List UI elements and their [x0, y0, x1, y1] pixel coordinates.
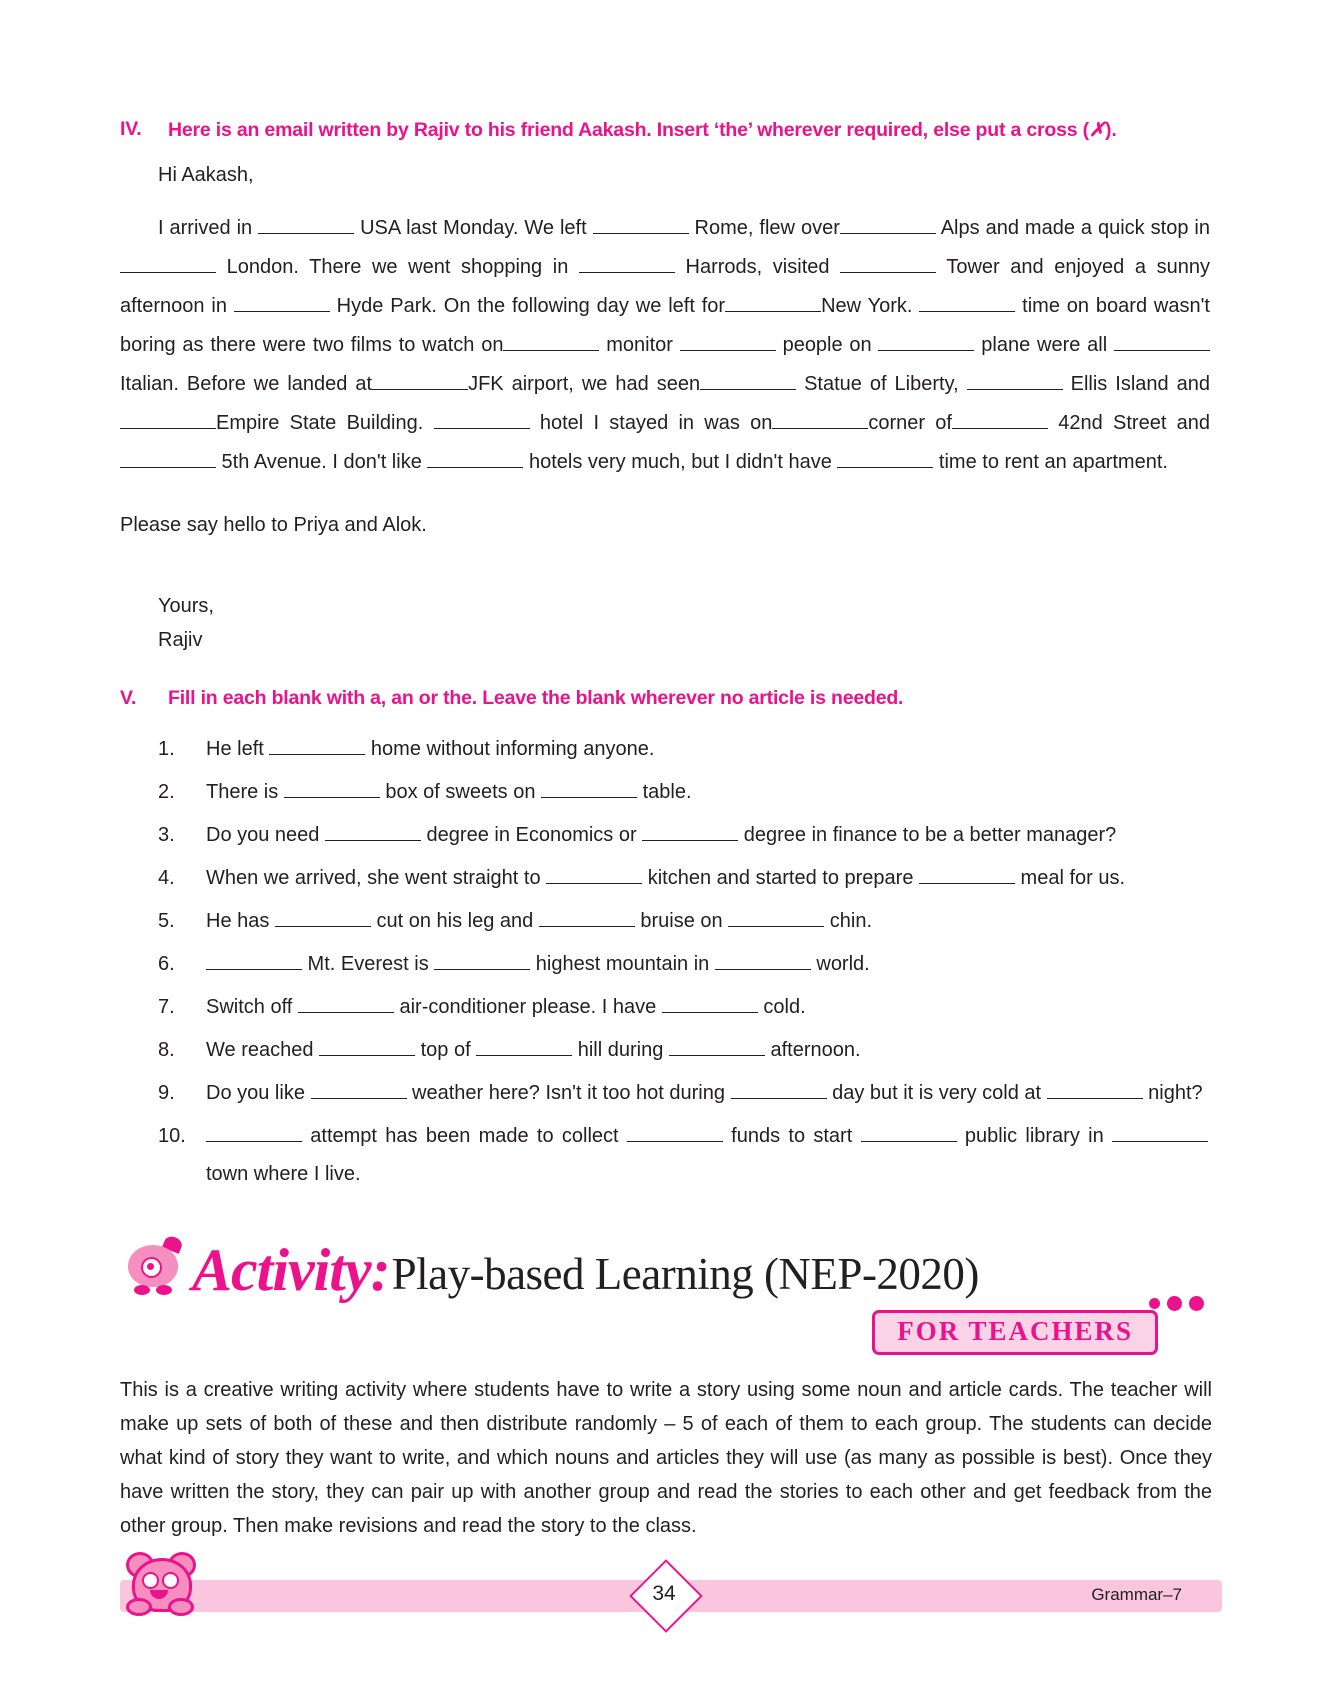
question-number: 4.	[158, 867, 175, 889]
exercise-4-heading	[120, 118, 1212, 142]
blank-field[interactable]	[837, 451, 933, 468]
activity-banner	[120, 1235, 1212, 1347]
email-seg: Harrods, visited	[674, 256, 841, 278]
exercise-5-instruction: Fill in each blank with a, an or the. Leave the blank wherever no article is needed.	[168, 687, 904, 709]
q-seg: highest mountain in	[530, 953, 715, 975]
blank-field[interactable]	[579, 256, 675, 273]
q-seg: attempt has been made to collect	[302, 1125, 627, 1147]
q-seg: When we arrived, she went straight to	[206, 867, 547, 889]
blank-field[interactable]	[725, 295, 821, 312]
question-number: 9.	[158, 1082, 175, 1104]
blank-field[interactable]	[275, 910, 371, 927]
q-seg: home without informing anyone.	[365, 738, 655, 760]
q-seg: bruise on	[634, 910, 729, 932]
blank-field[interactable]	[627, 1125, 723, 1142]
blank-field[interactable]	[731, 1082, 827, 1099]
list-item	[158, 945, 1212, 983]
q-seg: meal for us.	[1015, 867, 1126, 889]
blank-field[interactable]	[861, 1125, 957, 1142]
blank-field[interactable]	[772, 412, 868, 429]
blank-field[interactable]	[840, 217, 936, 234]
blank-field[interactable]	[878, 334, 974, 351]
list-item	[158, 1074, 1212, 1112]
question-text	[206, 773, 1212, 811]
blank-field[interactable]	[1114, 334, 1210, 351]
q-seg: public library in	[956, 1125, 1112, 1147]
sign-off: Yours,	[158, 595, 214, 617]
q-seg: chin.	[824, 910, 873, 932]
blank-field[interactable]	[840, 256, 936, 273]
blank-field[interactable]	[967, 373, 1063, 390]
q-seg: table.	[637, 781, 692, 803]
q-seg: cold.	[757, 996, 806, 1018]
q-seg: air-conditioner please. I have	[393, 996, 662, 1018]
blank-field[interactable]	[298, 996, 394, 1013]
list-item	[158, 730, 1212, 768]
question-text	[206, 816, 1212, 854]
q-seg: night?	[1142, 1082, 1203, 1104]
for-teachers-badge: FOR TEACHERS	[872, 1310, 1158, 1355]
activity-description: This is a creative writing activity where students have to write a story using some noun and article cards. The teacher will make up sets of both of these and then distribute randomly – 5 of each of them to each group. The students can decide what kind of story they want to write, and which nouns and articles they will use (as many as possible is best). Once they have written the story, they can pair up with another group and read the stories to each other and get feedback from the other group. Then make revisions and read the story to the class.	[120, 1379, 1212, 1537]
email-seg: corner of	[868, 412, 952, 434]
blank-field[interactable]	[284, 781, 380, 798]
book-label: Grammar–7	[1091, 1585, 1182, 1604]
blank-field[interactable]	[311, 1082, 407, 1099]
exercise-5-heading	[120, 687, 1212, 710]
blank-field[interactable]	[593, 217, 689, 234]
email-seg: time to rent an apartment.	[933, 451, 1168, 473]
email-seg: plane were all	[974, 334, 1114, 356]
page-number: 34	[652, 1582, 676, 1605]
email-seg: London. There we went shopping in	[216, 256, 579, 278]
exercise-5-question-list	[120, 730, 1212, 1193]
footer-monster-icon	[122, 1552, 196, 1624]
exercise-4-instruction-pre: Here is an email written by Rajiv to his friend Aakash. Insert ‘the’ wherever required, else put a cross (	[168, 119, 1089, 141]
question-number: 8.	[158, 1039, 175, 1061]
blank-field[interactable]	[919, 295, 1015, 312]
q-seg: hill during	[572, 1039, 669, 1061]
email-seg: hotels very much, but I didn't have	[523, 451, 838, 473]
blank-field[interactable]	[539, 910, 635, 927]
q-seg: degree in Economics or	[420, 824, 643, 846]
activity-title: Activity:	[192, 1237, 390, 1303]
activity-title-row	[120, 1235, 1212, 1303]
monster-mascot-icon	[124, 1235, 190, 1295]
blank-field[interactable]	[541, 781, 637, 798]
question-number: 2.	[158, 781, 175, 803]
q-seg: He has	[206, 910, 275, 932]
activity-subtitle: Play-based Learning (NEP-2020)	[391, 1249, 979, 1299]
question-number: 5.	[158, 910, 175, 932]
email-seg: Rome, flew over	[688, 217, 840, 239]
q-seg: Do you need	[206, 824, 325, 846]
q-seg: weather here? Isn't it too hot during	[406, 1082, 731, 1104]
question-text	[206, 1031, 1212, 1069]
email-seg: I arrived in	[158, 217, 259, 239]
page-footer	[0, 1552, 1332, 1632]
email-seg: Italian. Before we landed at	[120, 373, 373, 395]
exercise-5-number: V.	[120, 687, 137, 709]
email-seg: JFK airport, we had seen	[468, 373, 701, 395]
question-text	[206, 1074, 1212, 1112]
question-number: 6.	[158, 953, 175, 975]
question-text	[206, 1117, 1212, 1193]
sign-name: Rajiv	[158, 629, 203, 651]
question-text	[206, 902, 1212, 940]
email-seg: Ellis Island and	[1062, 373, 1210, 395]
blank-field[interactable]	[258, 217, 354, 234]
blank-field[interactable]	[669, 1039, 765, 1056]
list-item	[158, 773, 1212, 811]
email-seg: USA last Monday. We left	[354, 217, 593, 239]
blank-field[interactable]	[206, 953, 302, 970]
list-item	[158, 1031, 1212, 1069]
email-seg: New York.	[821, 295, 920, 317]
q-seg: kitchen and started to prepare	[642, 867, 919, 889]
blank-field[interactable]	[715, 953, 811, 970]
q-seg: town where I live.	[206, 1163, 361, 1185]
email-greeting: Hi Aakash,	[158, 164, 254, 186]
email-seg: Statue of Liberty,	[796, 373, 967, 395]
exercise-4-instruction	[168, 118, 1212, 142]
list-item	[158, 1117, 1212, 1193]
question-number: 1.	[158, 738, 175, 760]
blank-field[interactable]	[1047, 1082, 1143, 1099]
blank-field[interactable]	[325, 824, 421, 841]
q-seg: We reached	[206, 1039, 320, 1061]
email-seg: 5th Avenue. I don't like	[216, 451, 428, 473]
email-paragraph	[120, 209, 1212, 482]
email-seg: Hyde Park. On the following day we left for	[329, 295, 726, 317]
cross-symbol: ✗	[1088, 119, 1106, 141]
blank-field[interactable]	[434, 953, 530, 970]
q-seg: top of	[415, 1039, 477, 1061]
email-seg: people on	[775, 334, 879, 356]
blank-field[interactable]	[700, 373, 796, 390]
q-seg: He left	[206, 738, 270, 760]
q-seg: cut on his leg and	[370, 910, 539, 932]
blank-field[interactable]	[952, 412, 1048, 429]
blank-field[interactable]	[1112, 1125, 1208, 1142]
blank-field[interactable]	[319, 1039, 415, 1056]
blank-field[interactable]	[120, 451, 216, 468]
q-seg: box of sweets on	[379, 781, 542, 803]
decorative-dots	[1149, 1296, 1204, 1311]
blank-field[interactable]	[269, 738, 365, 755]
email-closing-line: Please say hello to Priya and Alok.	[120, 514, 427, 536]
question-number: 7.	[158, 996, 175, 1018]
q-seg: There is	[206, 781, 284, 803]
question-text	[206, 945, 1212, 983]
email-seg: time on board wasn't boring as there were two films to watch on	[120, 295, 1210, 356]
exercise-4-instruction-post: ).	[1105, 119, 1117, 141]
blank-field[interactable]	[427, 451, 523, 468]
email-seg: hotel I stayed in was on	[529, 412, 773, 434]
question-number: 10.	[158, 1125, 186, 1147]
blank-field[interactable]	[919, 867, 1015, 884]
email-seg: Empire State Building.	[216, 412, 434, 434]
blank-field[interactable]	[120, 256, 216, 273]
list-item	[158, 816, 1212, 854]
blank-field[interactable]	[503, 334, 599, 351]
q-seg: Mt. Everest is	[302, 953, 435, 975]
blank-field[interactable]	[680, 334, 776, 351]
blank-field[interactable]	[642, 824, 738, 841]
email-seg: 42nd Street and	[1048, 412, 1211, 434]
q-seg: afternoon.	[764, 1039, 861, 1061]
list-item	[158, 859, 1212, 897]
blank-field[interactable]	[476, 1039, 572, 1056]
q-seg: Do you like	[206, 1082, 311, 1104]
blank-field[interactable]	[372, 373, 468, 390]
q-seg: funds to start	[722, 1125, 861, 1147]
blank-field[interactable]	[120, 412, 216, 429]
question-text	[206, 859, 1212, 897]
question-number: 3.	[158, 824, 175, 846]
email-signature	[158, 589, 1212, 657]
email-seg: Tower and enjoyed a sunny afternoon in	[120, 256, 1210, 317]
email-seg: monitor	[599, 334, 680, 356]
blank-field[interactable]	[546, 867, 642, 884]
email-seg: Alps and made a quick stop in	[935, 217, 1210, 239]
q-seg: degree in finance to be a better manager?	[738, 824, 1117, 846]
q-seg: Switch off	[206, 996, 298, 1018]
blank-field[interactable]	[662, 996, 758, 1013]
exercise-4-number: IV.	[120, 118, 142, 140]
blank-field[interactable]	[234, 295, 330, 312]
q-seg: day but it is very cold at	[826, 1082, 1047, 1104]
q-seg: world.	[810, 953, 870, 975]
list-item	[158, 902, 1212, 940]
list-item	[158, 988, 1212, 1026]
blank-field[interactable]	[206, 1125, 302, 1142]
question-text	[206, 988, 1212, 1026]
blank-field[interactable]	[434, 412, 530, 429]
blank-field[interactable]	[728, 910, 824, 927]
question-text	[206, 730, 1212, 768]
